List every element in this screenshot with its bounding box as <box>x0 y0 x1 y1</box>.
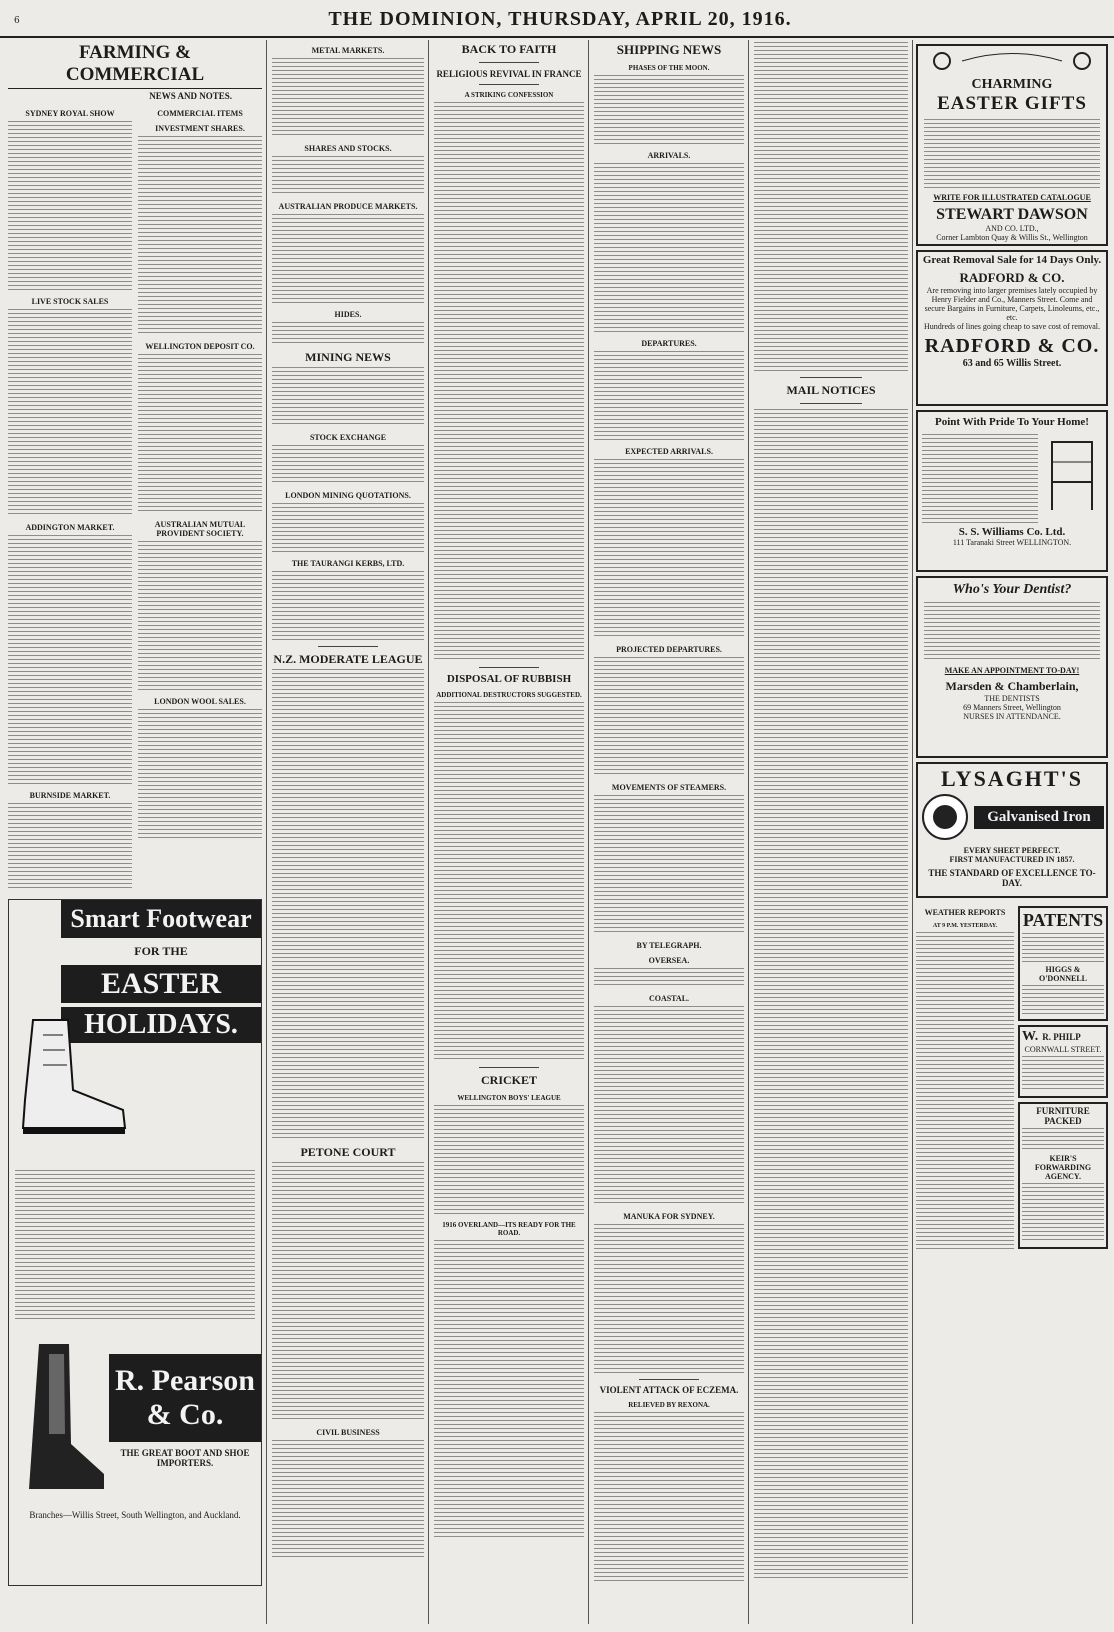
article-text <box>272 445 424 485</box>
separator <box>479 84 539 85</box>
article-heading: SHARES AND STOCKS. <box>304 144 392 153</box>
article-heading: THE TAURANGI KERBS, LTD. <box>291 559 405 568</box>
dentist-advertisement <box>916 576 1108 758</box>
article-heading: MINING NEWS <box>305 350 391 364</box>
column-rule <box>912 40 913 1624</box>
ad-brand: Marsden & Chamberlain, <box>945 679 1079 693</box>
share-table <box>138 136 262 336</box>
ad-address: 111 Taranaki Street WELLINGTON. <box>952 538 1072 547</box>
article-heading: SHIPPING NEWS <box>616 42 722 57</box>
boot-illustration-icon <box>13 1010 133 1140</box>
article-text <box>8 309 132 517</box>
article-heading: MANUKA FOR SYDNEY. <box>623 1212 715 1221</box>
article-text <box>272 214 424 304</box>
article-text <box>8 535 132 785</box>
article-heading: LIVE STOCK SALES <box>31 297 109 306</box>
farming-commercial-section <box>8 40 262 1626</box>
article-text <box>138 709 262 839</box>
article-heading: VIOLENT ATTACK OF ECZEMA. <box>599 1385 739 1395</box>
ad-headline: PATENTS <box>1022 910 1104 930</box>
article-heading: LONDON WOOL SALES. <box>154 697 246 706</box>
footwear-advertisement <box>8 899 262 1586</box>
ad-address: Corner Lambton Quay & Willis St., Wellington <box>936 233 1088 242</box>
masthead <box>0 6 1114 38</box>
article-heading: PETONE COURT <box>300 1145 396 1159</box>
article-heading: EXPECTED ARRIVALS. <box>625 447 713 456</box>
ad-brand-sub: AND CO. LTD., <box>985 224 1039 233</box>
article-text <box>8 803 132 889</box>
ad-tagline: THE GREAT BOOT AND SHOE IMPORTERS. <box>120 1448 250 1468</box>
article-heading: DEPARTURES. <box>641 339 697 348</box>
article-heading: LONDON MINING QUOTATIONS. <box>285 491 411 500</box>
news-column-right <box>138 103 262 891</box>
ad-body-text: Are removing into larger premises lately occupied by <box>926 286 1098 295</box>
ad-body-text <box>1022 1128 1104 1152</box>
separator <box>479 62 539 63</box>
ad-cta: WRITE FOR ILLUSTRATED CATALOGUE <box>933 193 1091 202</box>
ad-brand-sub: THE DENTISTS <box>984 694 1040 703</box>
article-text <box>272 571 424 641</box>
section-subtitle: NEWS AND NOTES. <box>149 91 232 101</box>
ad-brand: STEWART DAWSON <box>936 206 1088 223</box>
small-ads <box>1018 902 1108 1254</box>
article-heading: DISPOSAL OF RUBBISH <box>446 673 572 685</box>
ad-body-text <box>15 1170 255 1320</box>
news-column-left <box>8 103 132 891</box>
separator <box>800 403 862 404</box>
article-text <box>138 541 262 691</box>
ad-product: Galvanised Iron <box>974 806 1104 829</box>
weather-text <box>916 932 1014 1252</box>
article-heading: COMMERCIAL ITEMS <box>157 109 243 118</box>
article-heading: PROJECTED DEPARTURES. <box>616 645 722 654</box>
mail-notices-column <box>754 40 908 1626</box>
ad-line: EASTER <box>61 965 261 1003</box>
article-heading: CRICKET <box>480 1073 537 1087</box>
article-text <box>594 795 744 935</box>
article-subheading: A STRIKING CONFESSION <box>464 91 554 99</box>
philp-advertisement <box>1018 1025 1108 1098</box>
separator <box>800 377 862 378</box>
ad-headline: Point With Pride To Your Home! <box>935 416 1089 428</box>
article-text <box>594 1006 744 1206</box>
lysaght-advertisement <box>916 762 1108 898</box>
article-text <box>272 156 424 196</box>
separator <box>479 1067 539 1068</box>
article-text <box>434 1105 584 1215</box>
chair-illustration-icon <box>1042 432 1102 512</box>
article-text <box>434 1240 584 1540</box>
ad-body-text: Henry Fielder and Co., Manners Street. Come and secure Bargains in Furniture, Carpets, Linoleums, etc., etc. <box>924 295 1100 322</box>
patents-advertisement <box>1018 906 1108 1021</box>
ad-line: FOR THE <box>134 944 188 958</box>
separator <box>318 646 379 647</box>
article-heading: COASTAL. <box>648 994 690 1003</box>
section-title: FARMING & COMMERCIAL <box>8 42 262 89</box>
article-heading: ADDINGTON MARKET. <box>25 523 115 532</box>
ad-headline: Smart Footwear <box>61 900 261 938</box>
article-text <box>754 409 908 1579</box>
article-heading: WEATHER REPORTS <box>924 908 1006 917</box>
article-heading: HIDES. <box>334 310 362 319</box>
article-heading: MAIL NOTICES <box>786 383 876 397</box>
ad-address: 63 and 65 Willis Street. <box>962 358 1062 369</box>
column-rule <box>266 40 267 1624</box>
ad-line: CHARMING <box>971 77 1053 92</box>
article-heading: ARRIVALS. <box>647 151 691 160</box>
ad-brand-large: RADFORD & CO. <box>924 335 1100 357</box>
furniture-advertisement <box>1018 1102 1108 1249</box>
jewellery-illustration-icon <box>922 50 1102 72</box>
article-subheading: RELIGIOUS REVIVAL IN FRANCE <box>436 69 582 79</box>
article-text <box>594 1412 744 1582</box>
radford-advertisement <box>916 250 1108 406</box>
article-heading: MOVEMENTS OF STEAMERS. <box>611 783 727 792</box>
column-rule <box>748 40 749 1624</box>
page-number: 6 <box>14 16 20 26</box>
ad-body-text <box>1022 933 1104 963</box>
article-subheading: ADDITIONAL DESTRUCTORS SUGGESTED. <box>436 691 582 699</box>
ad-letter: W. <box>1022 1029 1039 1044</box>
article-text <box>594 163 744 333</box>
market-reports-column <box>272 40 424 1626</box>
back-to-faith-column <box>434 40 584 1626</box>
column-rule <box>588 40 589 1624</box>
shipping-news-column <box>594 40 744 1626</box>
ad-brand: R. Pearson & Co. <box>109 1354 261 1442</box>
trade-mark-seal-icon <box>920 792 970 842</box>
article-heading: BY TELEGRAPH. <box>636 941 702 950</box>
ad-headline: Who's Your Dentist? <box>952 582 1072 597</box>
article-text <box>272 503 424 553</box>
article-text <box>434 702 584 1062</box>
ad-claim: FIRST MANUFACTURED IN 1857. <box>949 855 1075 864</box>
ad-headline: FURNITURE PACKED <box>1036 1106 1090 1126</box>
article-heading: INVESTMENT SHARES. <box>155 124 245 133</box>
bottom-ads-row <box>916 902 1108 1254</box>
article-text <box>272 322 424 344</box>
ad-body-text <box>924 602 1100 662</box>
article-subheading: RELIEVED BY REXONA. <box>628 1401 710 1409</box>
article-heading: BACK TO FAITH <box>461 42 557 56</box>
ad-body-text <box>1022 1056 1104 1092</box>
ad-body-text <box>1022 1183 1104 1243</box>
article-heading: AUSTRALIAN PRODUCE MARKETS. <box>278 202 418 211</box>
article-heading: AUSTRALIAN MUTUAL PROVIDENT SOCIETY. <box>154 520 246 538</box>
ad-address: 69 Manners Street, Wellington <box>963 703 1061 712</box>
ad-brand: RADFORD & CO. <box>959 270 1065 285</box>
separator <box>639 1379 699 1380</box>
ad-body-text <box>1022 985 1104 1015</box>
column-rule <box>428 40 429 1624</box>
newspaper-title: THE DOMINION, THURSDAY, APRIL 20, 1916. <box>328 8 792 30</box>
moon-table <box>594 75 744 145</box>
advertisements-column <box>916 40 1108 1626</box>
article-heading: WELLINGTON DEPOSIT CO. <box>145 342 255 351</box>
ad-branches: Branches—Willis Street, South Wellington, and Auckland. <box>29 1510 241 1520</box>
separator <box>479 667 539 668</box>
article-subheading: 1916 OVERLAND—ITS READY FOR THE ROAD. <box>442 1221 576 1237</box>
ad-body-text: Hundreds of lines going cheap to save cost of removal. <box>924 322 1100 331</box>
article-text <box>272 669 424 1139</box>
article-text <box>8 121 132 291</box>
ad-nurses: NURSES IN ATTENDANCE. <box>963 712 1061 721</box>
article-heading: N.Z. MODERATE LEAGUE <box>273 652 423 666</box>
article-text <box>594 459 744 639</box>
article-text <box>272 1162 424 1422</box>
article-heading: CIVIL BUSINESS <box>316 1428 380 1437</box>
article-text <box>272 1440 424 1560</box>
article-text <box>594 1224 744 1374</box>
article-text <box>434 102 584 662</box>
article-subheading: AT 9 P.M. YESTERDAY. <box>932 923 998 929</box>
easter-gifts-advertisement <box>916 44 1108 246</box>
ad-standard: THE STANDARD OF EXCELLENCE TO-DAY. <box>928 868 1096 888</box>
williams-advertisement <box>916 410 1108 572</box>
article-subheading: PHASES OF THE MOON. <box>628 64 710 72</box>
ad-brand: S. S. Williams Co. Ltd. <box>958 526 1066 538</box>
article-heading: METAL MARKETS. <box>311 46 385 55</box>
ad-body-text <box>924 119 1100 189</box>
article-heading: STOCK EXCHANGE <box>309 433 387 442</box>
article-heading: BURNSIDE MARKET. <box>29 791 111 800</box>
article-text <box>272 367 424 427</box>
article-text <box>138 354 262 514</box>
article-text <box>594 968 744 988</box>
ad-address: CORNWALL STREET. <box>1024 1045 1102 1054</box>
ad-cta: MAKE AN APPOINTMENT TO-DAY! <box>944 666 1080 675</box>
ad-headline: Great Removal Sale for 14 Days Only. <box>922 254 1102 266</box>
ad-brand: R. PHILP <box>1042 1032 1081 1042</box>
article-text <box>272 58 424 138</box>
ad-firm: HIGGS & O'DONNELL <box>1038 965 1087 983</box>
article-subheading: WELLINGTON BOYS' LEAGUE <box>457 1094 561 1102</box>
article-text <box>594 657 744 777</box>
ad-body-text <box>922 434 1038 524</box>
ad-firm: KEIR'S FORWARDING AGENCY. <box>1034 1154 1092 1181</box>
weather-reports <box>916 902 1014 1254</box>
ad-claim: EVERY SHEET PERFECT. <box>963 846 1061 855</box>
ad-headline: EASTER GIFTS <box>937 93 1087 114</box>
shoe-illustration-icon <box>9 1324 109 1504</box>
ad-brand: LYSAGHT'S <box>941 766 1083 791</box>
article-text <box>594 351 744 441</box>
article-heading: OVERSEA. <box>648 956 690 965</box>
article-heading: SYDNEY ROYAL SHOW <box>25 109 115 118</box>
article-text <box>754 42 908 372</box>
ad-line: HOLIDAYS. <box>61 1007 261 1043</box>
